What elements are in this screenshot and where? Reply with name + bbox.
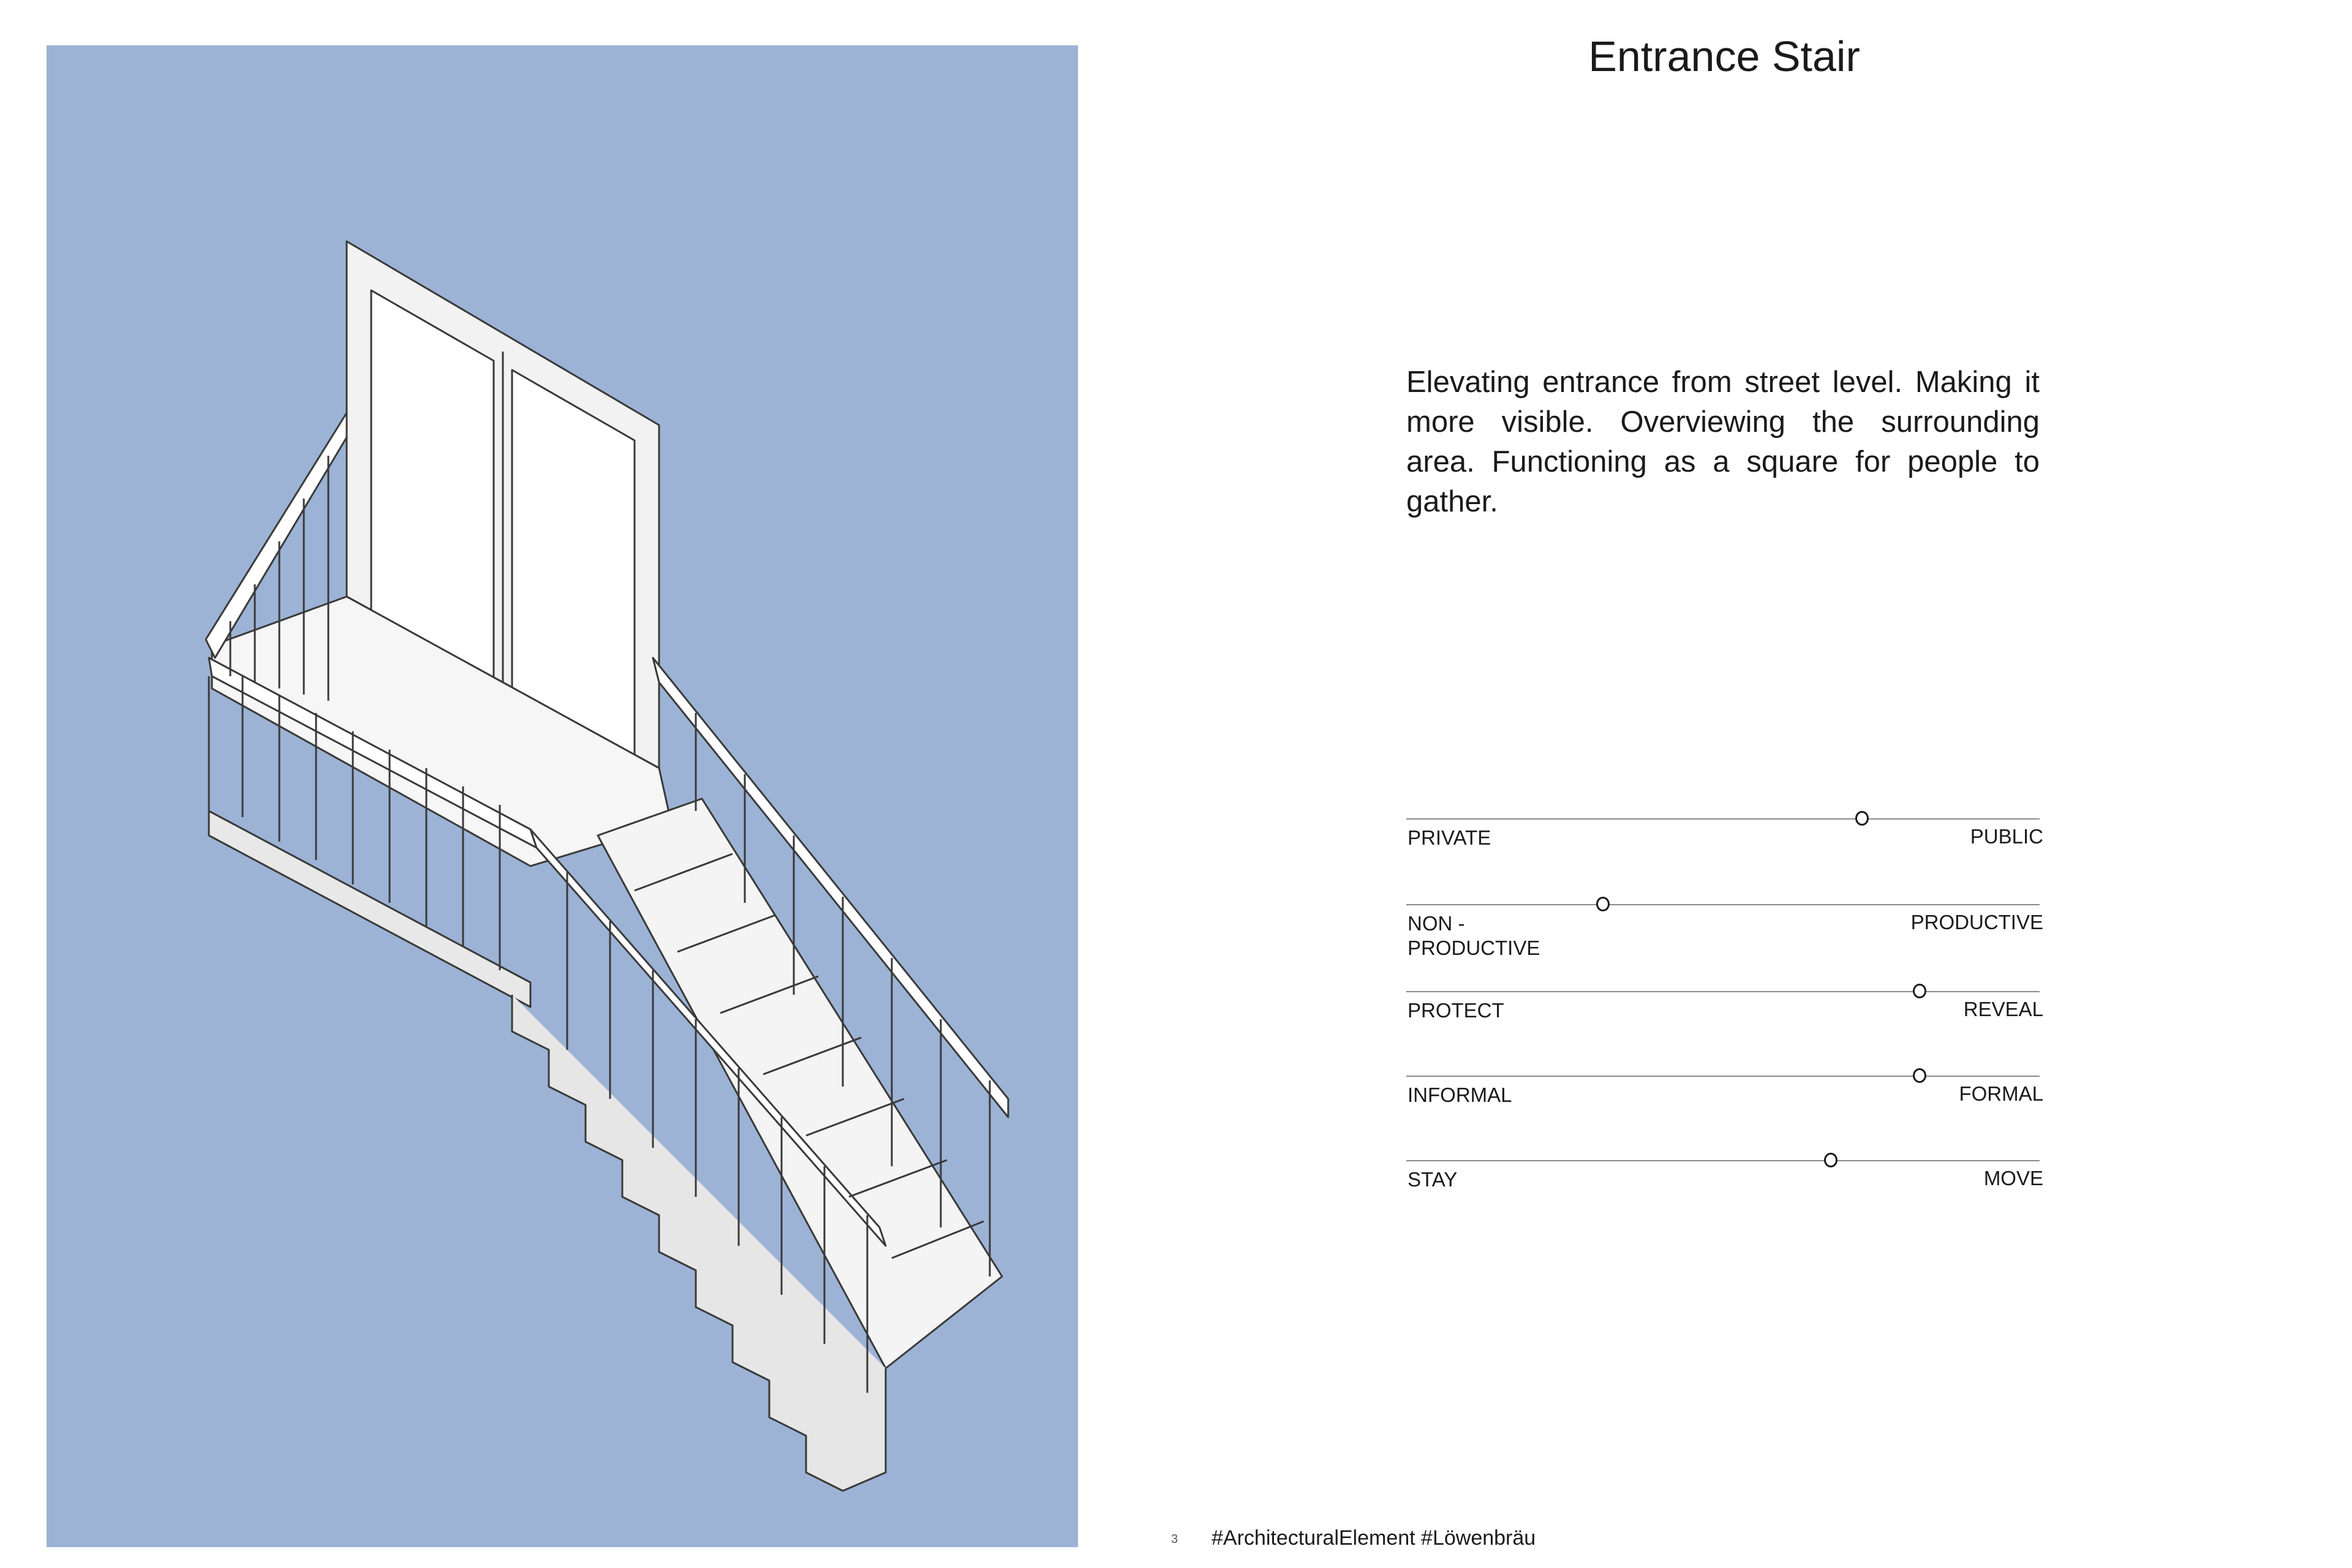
scale-private-public [1406, 809, 2049, 876]
scale-marker [1913, 984, 1926, 998]
page-title: Entrance Stair [1588, 32, 1860, 80]
scale-stay-move [1406, 1150, 2049, 1218]
hashtags: #ArchitecturalElement #Löwenbräu [1212, 1526, 1536, 1550]
scale-marker [1913, 1068, 1926, 1083]
stair-illustration [47, 45, 1078, 1547]
page-number: 3 [1171, 1532, 1178, 1546]
scale-line [1406, 818, 2040, 820]
scale-left-label: INFORMAL [1408, 1084, 1512, 1106]
landing-base [209, 811, 530, 1007]
scale-marker [1596, 897, 1610, 911]
scale-right-label: MOVE [1983, 1167, 2043, 1189]
scale-protect-reveal [1406, 981, 2049, 1049]
scale-left-label: NON - PRODUCTIVE [1408, 912, 1540, 959]
illustration-panel [47, 45, 1078, 1547]
scale-right-label: PUBLIC [1970, 825, 2043, 848]
scale-left-label: STAY [1408, 1168, 1458, 1191]
scale-right-label: REVEAL [1963, 998, 2043, 1020]
scale-line [1406, 1160, 2040, 1161]
description: Elevating entrance from street level. Making it more visible. Overviewing the surrounding area. Functioning as a square for people to gather. [1406, 366, 2040, 518]
scale-right-label: FORMAL [1959, 1082, 2043, 1105]
scale-marker [1855, 811, 1869, 826]
scale-line [1406, 991, 2040, 992]
scale-line [1406, 904, 2040, 905]
scale-nonproductive-productive [1406, 894, 2049, 962]
scale-left-label: PRIVATE [1408, 826, 1491, 849]
scale-left-label: PROTECT [1408, 999, 1504, 1022]
scale-informal-formal [1406, 1066, 2049, 1133]
rating-scales [1406, 809, 2049, 1200]
scale-marker [1824, 1153, 1838, 1167]
scale-line [1406, 1076, 2040, 1077]
scale-right-label: PRODUCTIVE [1910, 911, 2043, 933]
